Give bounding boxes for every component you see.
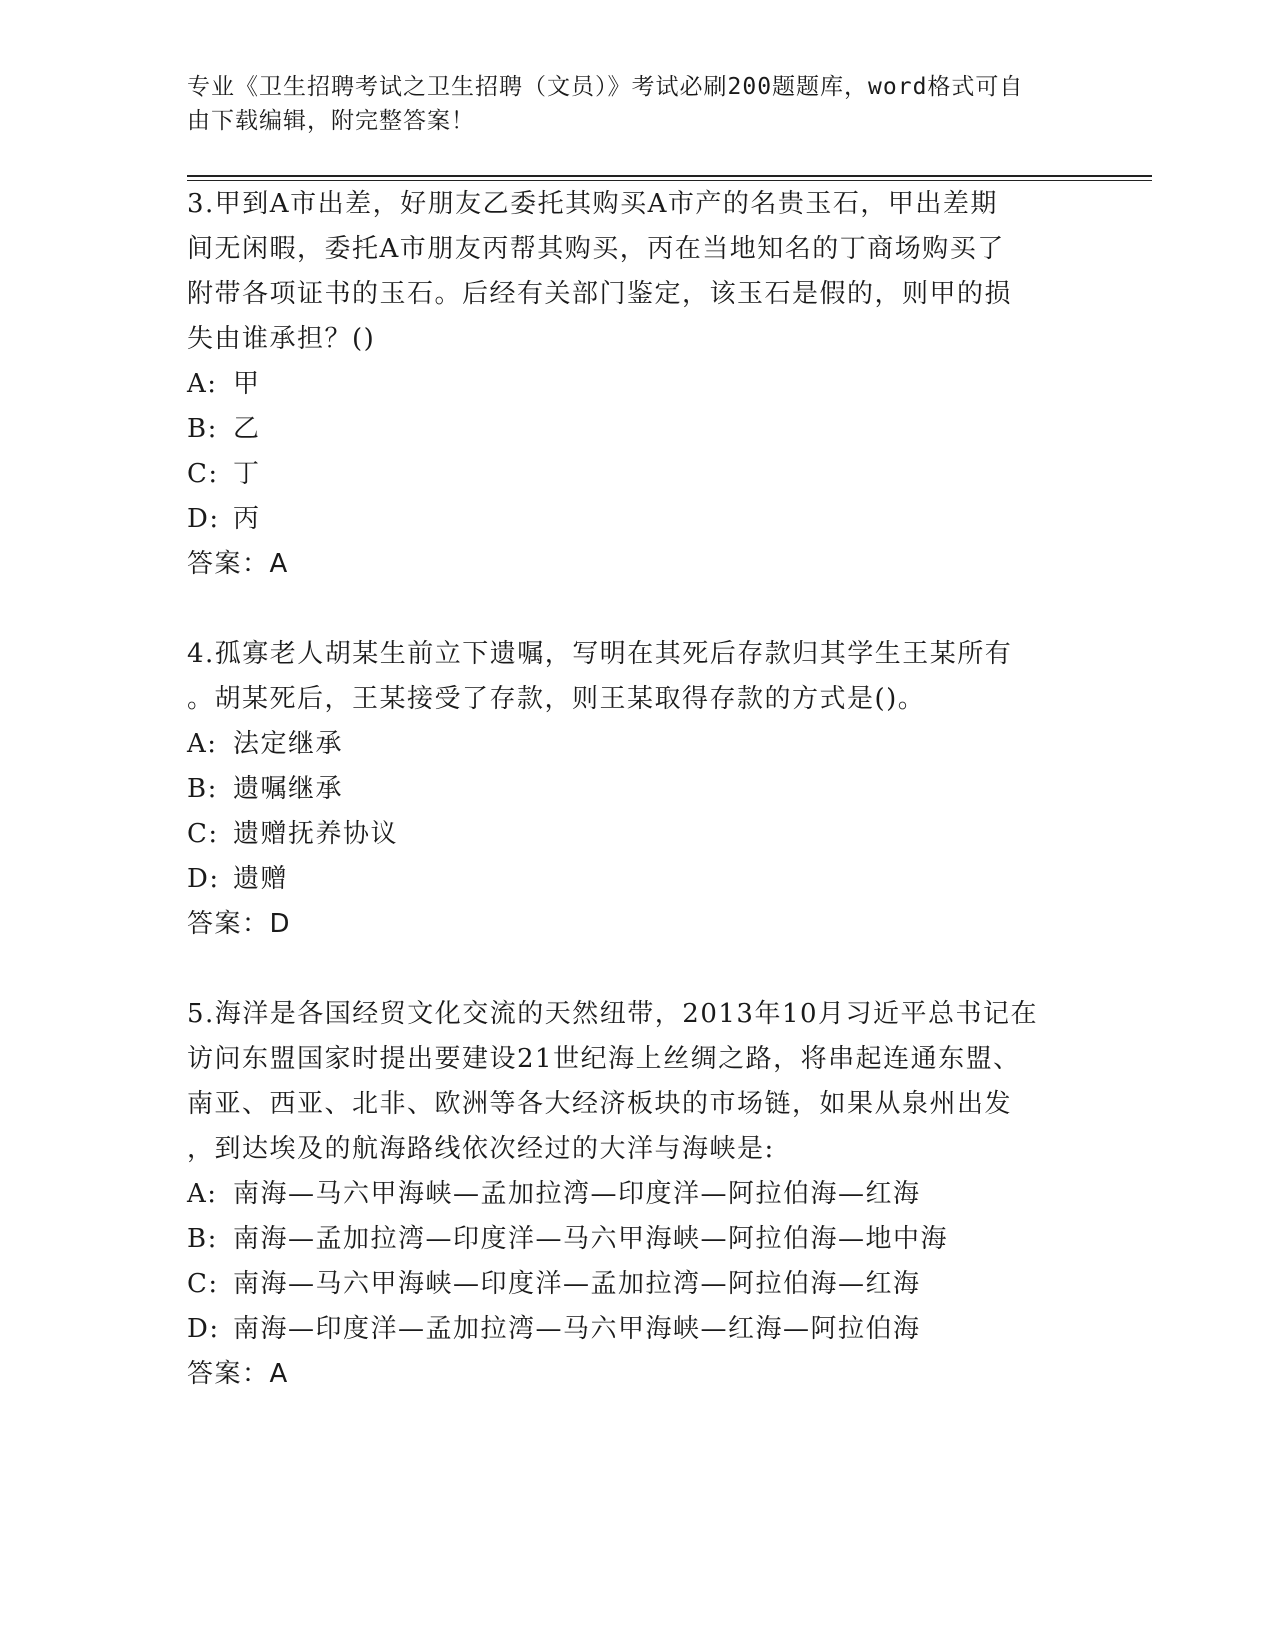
answer-line: 答案：D [187,909,292,939]
header-line-2: 由下载编辑，附完整答案！ [187,108,475,134]
question-block [187,632,1087,947]
question-stem-line: 失由谁承担？() [187,324,376,354]
answer-line: 答案：A [187,1359,289,1389]
option-key: B: [187,1224,218,1254]
option-d [187,497,1087,542]
question-stem-line: 附带各项证书的玉石。后经有关部门鉴定，该玉石是假的，则甲的损 [187,279,1013,309]
header-divider [187,175,1152,177]
question-block [187,182,1087,587]
option-key: C: [187,459,219,489]
answer-line: 答案：A [187,549,289,579]
question-stem-line: ，到达埃及的航海路线依次经过的大洋与海峡是: [187,1134,775,1164]
header-divider-thin [187,180,1152,181]
question-stem-line: 间无闲暇，委托A市朋友丙帮其购买，丙在当地知名的丁商场购买了 [187,234,1005,264]
header-line-1: 专业《卫生招聘考试之卫生招聘（文员）》考试必刷200题题库，word格式可自 [187,74,1024,100]
option-key: B: [187,774,218,804]
question-stem-line: 访问东盟国家时提出要建设21世纪海上丝绸之路，将串起连通东盟、 [187,1044,1021,1074]
question-stem-line: 南亚、西亚、北非、欧洲等各大经济板块的市场链，如果从泉州出发 [187,1089,1013,1119]
option-d [187,1307,1087,1352]
option-b [187,1217,1087,1262]
option-c [187,812,1087,857]
option-text: 南海—马六甲海峡—印度洋—孟加拉湾—阿拉伯海—红海 [233,1269,921,1299]
question-stem-line: 5.海洋是各国经贸文化交流的天然纽带，2013年10月习近平总书记在 [187,999,1039,1029]
option-text: 南海—印度洋—孟加拉湾—马六甲海峡—红海—阿拉伯海 [233,1314,921,1344]
option-key: C: [187,819,219,849]
option-key: A: [187,729,218,759]
option-text: 南海—孟加拉湾—印度洋—马六甲海峡—阿拉伯海—地中海 [233,1224,949,1254]
option-d [187,857,1087,902]
option-c [187,1262,1087,1307]
option-key: A: [187,1179,218,1209]
option-a [187,362,1087,407]
option-b [187,767,1087,812]
option-text: 丙 [233,504,261,534]
option-key: D: [187,1314,220,1344]
option-key: D: [187,864,220,894]
option-key: A: [187,369,218,399]
option-a [187,1172,1087,1217]
option-a [187,722,1087,767]
option-key: C: [187,1269,219,1299]
option-c [187,452,1087,497]
option-b [187,407,1087,452]
option-text: 乙 [233,414,261,444]
option-text: 遗嘱继承 [233,774,344,804]
question-stem-line: 4.孤寡老人胡某生前立下遗嘱，写明在其死后存款归其学生王某所有 [187,639,1013,669]
question-stem-line: 。胡某死后，王某接受了存款，则王某取得存款的方式是()。 [187,684,926,714]
option-key: B: [187,414,218,444]
option-text: 丁 [233,459,261,489]
question-block [187,992,1087,1397]
option-text: 法定继承 [233,729,344,759]
document-header [187,70,1067,138]
option-text: 甲 [233,369,261,399]
question-stem-line: 3.甲到A市出差，好朋友乙委托其购买A市产的名贵玉石，甲出差期 [187,189,998,219]
option-text: 遗赠 [233,864,289,894]
option-text: 遗赠抚养协议 [233,819,399,849]
option-text: 南海—马六甲海峡—孟加拉湾—印度洋—阿拉伯海—红海 [233,1179,921,1209]
option-key: D: [187,504,220,534]
